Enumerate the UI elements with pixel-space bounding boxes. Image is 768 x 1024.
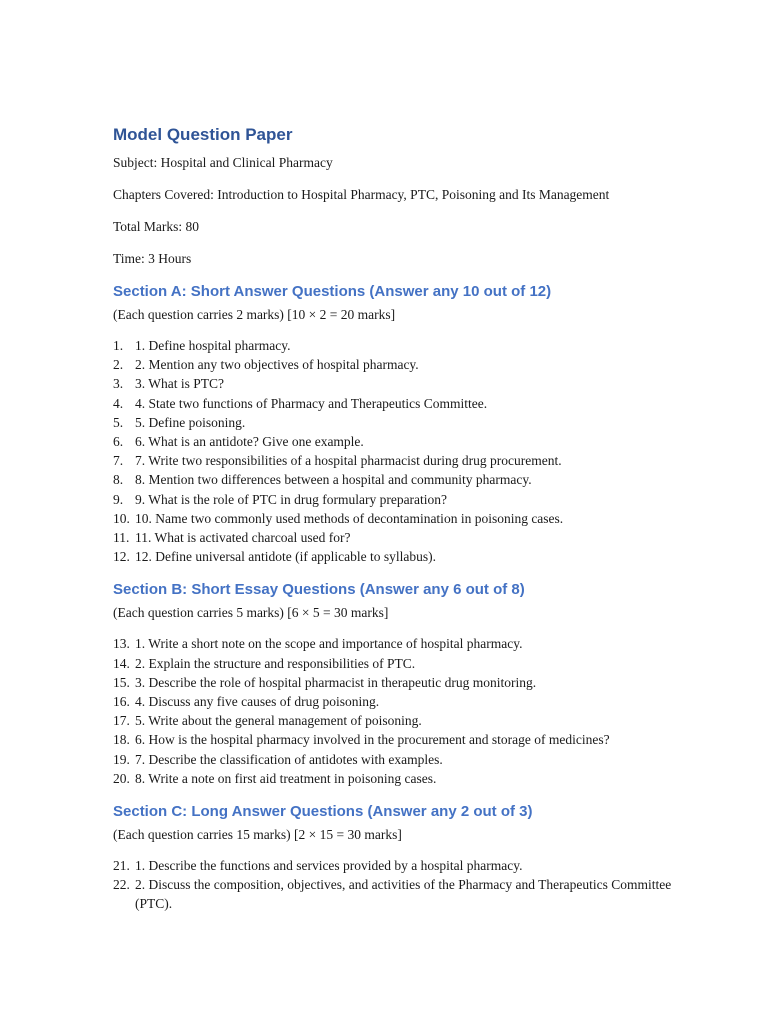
section-a-marks-note: (Each question carries 2 marks) [10 × 2 = 20 marks] <box>113 307 396 322</box>
question-text: 3. Describe the role of hospital pharmacist in therapeutic drug monitoring. <box>135 674 537 690</box>
question-item <box>113 355 673 374</box>
question-number: 20. <box>113 770 130 786</box>
question-text: 11. What is activated charcoal used for? <box>135 530 351 546</box>
section-b-heading: Section B: Short Essay Questions (Answer any 6 out of 8) <box>113 581 525 599</box>
question-text: 8. Mention two differences between a hospital and community pharmacy. <box>135 472 532 488</box>
section-b-question-list <box>113 634 673 788</box>
question-item <box>113 451 673 470</box>
question-number: 21. <box>113 858 130 874</box>
question-text: 5. Define poisoning. <box>135 414 246 430</box>
section-b <box>113 580 673 788</box>
question-number: 7. <box>113 453 124 469</box>
question-item <box>113 875 673 913</box>
question-text: 7. Describe the classification of antidotes with examples. <box>135 751 443 767</box>
question-item <box>113 769 673 788</box>
question-text: 9. What is the role of PTC in drug formulary preparation? <box>135 491 448 507</box>
question-item <box>113 490 673 509</box>
page-title: Model Question Paper <box>113 125 293 144</box>
question-text: 2. Explain the structure and responsibilities of PTC. <box>135 655 416 671</box>
question-number: 19. <box>113 751 130 767</box>
time-line: Time: 3 Hours <box>113 251 192 266</box>
question-item <box>113 547 673 566</box>
document-content <box>113 124 673 928</box>
question-number: 15. <box>113 674 130 690</box>
section-c-marks-note: (Each question carries 15 marks) [2 × 15 = 30 marks] <box>113 827 402 843</box>
question-item <box>113 394 673 413</box>
question-item <box>113 730 673 749</box>
question-number: 11. <box>113 530 130 546</box>
question-text: 10. Name two commonly used methods of decontamination in poisoning cases. <box>135 510 564 526</box>
question-item <box>113 654 673 673</box>
question-text: 7. Write two responsibilities of a hospital pharmacist during drug procurement. <box>135 453 562 469</box>
question-text: 4. State two functions of Pharmacy and Therapeutics Committee. <box>135 395 488 411</box>
question-number: 14. <box>113 655 130 671</box>
question-item <box>113 470 673 489</box>
question-text: 6. What is an antidote? Give one example. <box>135 434 364 450</box>
question-number: 18. <box>113 732 130 748</box>
question-item <box>113 692 673 711</box>
question-number: 10. <box>113 510 130 526</box>
question-text: 3. What is PTC? <box>135 376 224 392</box>
question-item <box>113 509 673 528</box>
question-number: 17. <box>113 713 130 729</box>
question-item <box>113 413 673 432</box>
question-number: 5. <box>113 414 124 430</box>
question-text: 1. Describe the functions and services provided by a hospital pharmacy. <box>135 858 523 874</box>
question-number: 12. <box>113 549 130 565</box>
question-number: 13. <box>113 636 130 652</box>
question-item <box>113 673 673 692</box>
question-text: 6. How is the hospital pharmacy involved in the procurement and storage of medicines? <box>135 732 610 748</box>
section-a <box>113 282 673 566</box>
question-text: 12. Define universal antidote (if applicable to syllabus). <box>135 549 437 565</box>
question-number: 22. <box>113 877 130 893</box>
question-text: 1. Define hospital pharmacy. <box>135 338 291 353</box>
question-item <box>113 856 673 875</box>
question-number: 8. <box>113 472 124 488</box>
section-a-heading: Section A: Short Answer Questions (Answer any 10 out of 12) <box>113 283 552 300</box>
question-item <box>113 374 673 393</box>
question-item <box>113 432 673 451</box>
question-text: 2. Discuss the composition, objectives, and activities of the Pharmacy and Therapeutics Committee (PTC). <box>135 877 672 912</box>
question-number: 2. <box>113 357 124 373</box>
section-c-heading: Section C: Long Answer Questions (Answer any 2 out of 3) <box>113 803 533 821</box>
question-text: 1. Write a short note on the scope and importance of hospital pharmacy. <box>135 636 523 652</box>
question-number: 3. <box>113 376 124 392</box>
question-text: 8. Write a note on first aid treatment in poisoning cases. <box>135 770 437 786</box>
subject-line: Subject: Hospital and Clinical Pharmacy <box>113 155 333 170</box>
question-text: 4. Discuss any five causes of drug poisoning. <box>135 694 380 710</box>
section-a-question-list <box>113 336 673 566</box>
question-item <box>113 750 673 769</box>
question-item <box>113 336 673 355</box>
section-c-question-list <box>113 856 673 914</box>
question-number: 4. <box>113 395 124 411</box>
question-item <box>113 528 673 547</box>
question-text: 2. Mention any two objectives of hospital pharmacy. <box>135 357 419 373</box>
question-item <box>113 634 673 653</box>
question-number: 16. <box>113 694 130 710</box>
total-marks-line: Total Marks: 80 <box>113 219 200 234</box>
section-b-marks-note: (Each question carries 5 marks) [6 × 5 = 30 marks] <box>113 605 389 621</box>
question-number: 6. <box>113 434 124 450</box>
question-item <box>113 711 673 730</box>
question-number: 1. <box>113 338 124 353</box>
chapters-line: Chapters Covered: Introduction to Hospital Pharmacy, PTC, Poisoning and Its Management <box>113 187 610 202</box>
section-c <box>113 802 673 914</box>
question-text: 5. Write about the general management of poisoning. <box>135 713 422 729</box>
question-number: 9. <box>113 491 124 507</box>
